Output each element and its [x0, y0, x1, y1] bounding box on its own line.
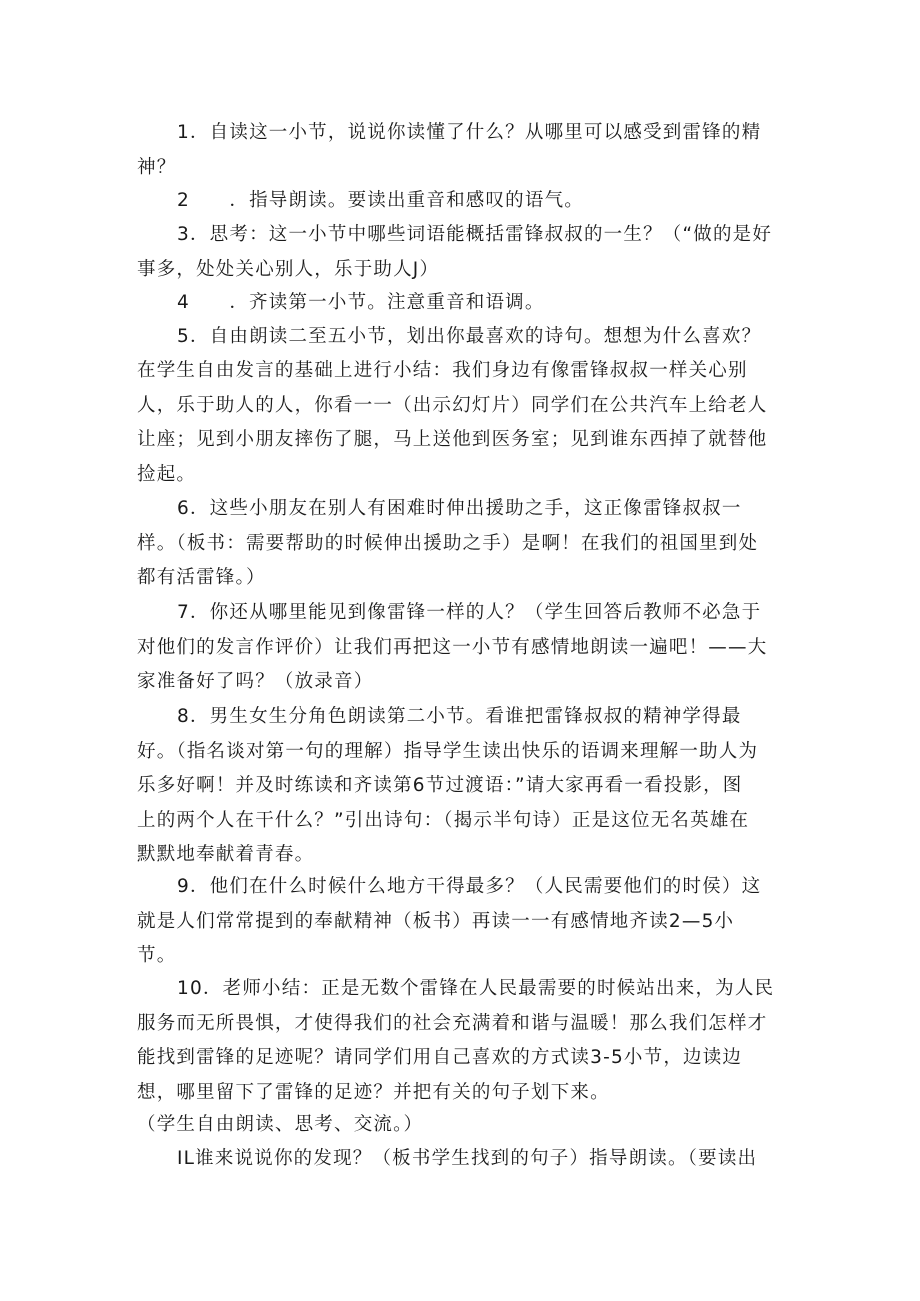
text-line: 对他们的发言作评价）让我们再把这一小节有感情地朗读一遍吧！——大 — [137, 636, 768, 658]
text-line: 能找到雷锋的足迹呢？请同学们用自己喜欢的方式读3-5小节，边读边 — [137, 1047, 743, 1068]
text-line: 5．自由朗读二至五小节，划出你最喜欢的诗句。想想为什么喜欢？ — [177, 326, 762, 347]
text-line: 都有活雷锋。） — [137, 567, 266, 588]
text-line: 神？ — [137, 156, 177, 178]
text-line: 1．自读这一小节，说说你读懂了什么？从哪里可以感受到雷锋的精 — [177, 122, 762, 143]
text-line: 2 ．指导朗读。要读出重音和感叹的语气。 — [177, 190, 584, 211]
paragraph-11 — [137, 972, 797, 1110]
text-line: 好。（指名谈对第一句的理解）指导学生读出快乐的语调来理解一助人为 — [137, 740, 759, 762]
paragraph-2 — [137, 184, 797, 219]
text-line: 8．男生女生分角色朗读第二小节。看谁把雷锋叔叔的精神学得最 — [177, 706, 742, 727]
text-line: IL谁来说说你的发现？（板书学生找到的句子）指导朗读。（要读出 — [177, 1148, 758, 1169]
paragraph-8 — [137, 596, 797, 700]
text-line: 默默地奉献着青春。 — [137, 844, 315, 865]
text-line: 在学生自由发言的基础上进行小结：我们身边有像雷锋叔叔一样关心别 — [137, 360, 748, 381]
text-line: 上的两个人在干什么？”引出诗句：（揭示半句诗）正是这位无名英雄在 — [137, 809, 750, 831]
paragraph-1 — [137, 116, 797, 185]
paragraph-3 — [137, 218, 797, 287]
text-line: 4 ．齐读第一小节。注意重音和语调。 — [177, 292, 545, 313]
text-line: 9．他们在什么时候什么地方干得最多？（人民需要他们的时侯）这 — [177, 876, 762, 897]
text-line: 10．老师小结：正是无数个雷锋在人民最需要的时候站出来，为人民 — [177, 978, 775, 999]
text-line: 人，乐于助人的人，你看一一（出示幻灯片）同学们在公共汽车上给老人 — [137, 394, 768, 416]
paragraph-7 — [137, 492, 797, 596]
text-line: 事多，处处关心别人，乐于助人J） — [137, 258, 440, 280]
text-line: 3．思考：这一小节中哪些词语能概括雷锋叔叔的一生？（“做的是好 — [177, 224, 773, 245]
text-line: 乐多好啊！并及时练读和齐读第6节过渡语：”请大家再看一看投影，图 — [137, 775, 743, 796]
text-line: 6．这些小朋友在别人有困难时伸出援助之手，这正像雷锋叔叔一 — [177, 498, 742, 519]
paragraph-6 — [137, 354, 797, 492]
text-line: 样。（板书：需要帮助的时候伸出援助之手）是啊！在我们的祖国里到处 — [137, 532, 759, 554]
text-line: 让座；见到小朋友摔伤了腿，马上送他到医务室；见到谁东西掉了就替他 — [137, 429, 768, 450]
text-line: 服务而无所畏惧，才使得我们的社会充满着和谐与温暖！那么我们怎样才 — [137, 1012, 768, 1034]
paragraph-10 — [137, 870, 797, 974]
paragraph-9 — [137, 700, 797, 873]
text-line: 节。 — [137, 945, 177, 966]
paragraph-12 — [137, 1108, 797, 1143]
text-line: 7．你还从哪里能见到像雷锋一样的人？（学生回答后教师不必急于 — [177, 602, 762, 623]
text-line: 就是人们常常提到的奉献精神（板书）再读一一有感情地齐读2—5小 — [137, 910, 735, 932]
text-line: （学生自由朗读、思考、交流。） — [137, 1114, 424, 1135]
paragraph-5 — [137, 320, 797, 355]
paragraph-4 — [137, 286, 797, 321]
text-line: 捡起。 — [137, 463, 197, 485]
text-line: 想，哪里留下了雷锋的足迹？并把有关的句子划下来。 — [137, 1081, 610, 1103]
paragraph-13 — [137, 1142, 797, 1177]
text-line: 家准备好了吗？（放录音） — [137, 671, 374, 692]
